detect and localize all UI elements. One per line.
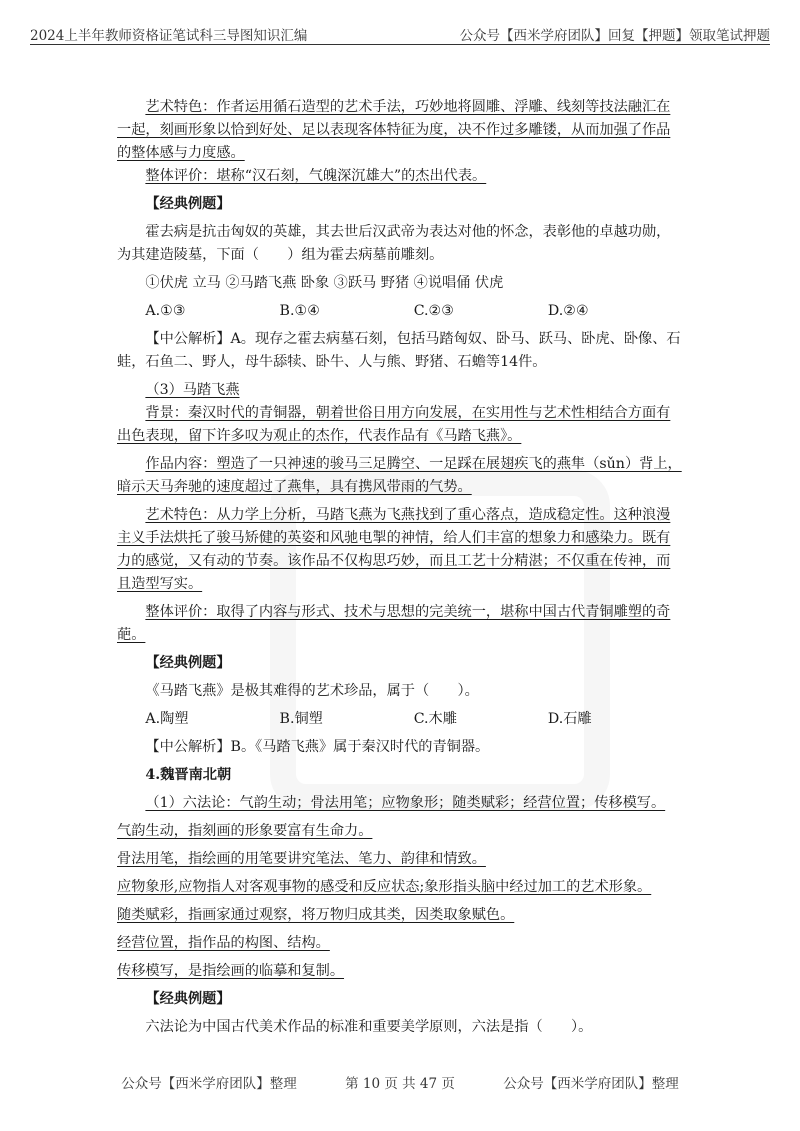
example-options-1 [117,300,682,323]
example-label-3: 【经典例题】 [145,991,231,1007]
six-principles-intro: （1）六法论：气韵生动；骨法用笔；应物象形；随类赋彩；经营位置；传移模写。 [145,795,666,811]
example-question-1: 霍去病是抗击匈奴的英雄，其去世后汉武帝为表达对他的怀念，表彰他的卓越功勋，为其建造陵墓，下面（ ）组为霍去病墓前雕刻。 [117,224,671,263]
example-question-2: 《马踏飞燕》是极其难得的艺术珍品，属于（ ）。 [145,683,479,699]
page-footer [0,1072,800,1092]
horse-background: 背景：秦汉时代的青铜器，朝着世俗日用方向发展，在实用性与艺术性相结合方面有出色表现，留下许多叹为观止的杰作，代表作品有《马踏飞燕》。 [117,405,671,444]
header-right-text: 公众号【西米学府团队】回复【押题】领取笔试押题 [459,28,770,44]
principle-5: 经营位置，指作品的构图、结构。 [117,935,330,951]
option-b: B.①④ [279,303,320,319]
han-stone-evaluation: 整体评价：堪称“汉石刻，气魄深沉雄大”的杰出代表。 [145,168,487,184]
document-body [117,96,682,1039]
han-stone-art-feature: 艺术特色：作者运用循石造型的艺术手法，巧妙地将圆雕、浮雕、线刻等技法融汇在一起，刻画形象以恰到好处、足以表现客体特征为度，决不作过多雕镂，从而加强了作品的整体感与力度感。 [117,99,671,161]
option-d: D.②④ [547,303,589,319]
header-left-text: 2024上半年教师资格证笔试科三导图知识汇编 [30,28,308,44]
principle-6: 传移模写，是指绘画的临摹和复制。 [117,963,345,979]
section-heading-wei-jin: 4.魏晋南北朝 [145,767,232,783]
example-label-1: 【经典例题】 [145,196,231,212]
principle-3: 应物象形,应物指人对客观事物的感受和反应状态;象形指头脑中经过加工的艺术形象。 [117,879,652,895]
example-label-2: 【经典例题】 [145,655,231,671]
option-a: A.陶塑 [145,711,189,727]
footer-right-text: 公众号【西米学府团队】整理 [503,1076,679,1092]
page-number: 第 10 页 共 47 页 [345,1076,455,1092]
option-c: C.②③ [413,303,454,319]
horse-art-feature: 艺术特色：从力学上分析，马踏飞燕为飞燕找到了重心落点，造成稳定性。这种浪漫主义手法烘托了骏马矫健的英姿和风驰电掣的神情，给人们丰富的想象力和感染力。既有力的感觉，又有动的节奏。该作品不仅构思巧妙，而且工艺十分精湛；不仅重在传神，而且造型写实。 [117,507,671,592]
principle-1: 气韵生动，指刻画的形象要富有生命力。 [117,823,373,839]
example-analysis-2: 【中公解析】B。《马踏飞燕》属于秦汉时代的青铜器。 [145,739,490,755]
option-b: B.铜塑 [279,711,323,727]
example-options-2 [117,708,682,731]
example-question-3: 六法论为中国古代美术作品的标准和重要美学原则，六法是指（ ）。 [145,1019,593,1035]
option-d: D.石雕 [547,711,592,727]
principle-2: 骨法用笔，指绘画的用笔要讲究笔法、笔力、韵律和情致。 [117,851,486,867]
horse-content: 作品内容：塑造了一只神速的骏马三足腾空、一足踩在展翅疾飞的燕隼（sǔn）背上，暗示天马奔驰的速度超过了燕隼，具有携风带雨的气势。 [117,456,682,495]
option-c: C.木雕 [413,711,457,727]
section-heading-horse: （3）马踏飞燕 [145,382,240,398]
principle-4: 随类赋彩，指画家通过观察，将万物归成其类，因类取象赋色。 [117,907,515,923]
page-header [30,22,770,45]
example-analysis-1: 【中公解析】A。现存之霍去病墓石刻，包括马踏匈奴、卧马、跃马、卧虎、卧像、石蛙，石鱼二、野人，母牛舔犊、卧牛、人与熊、野猪、石蟾等14件。 [117,331,681,370]
example-items-1: ①伏虎 立马 ②马踏飞燕 卧象 ③跃马 野猪 ④说唱俑 伏虎 [145,275,504,291]
footer-left-text: 公众号【西米学府团队】整理 [121,1076,297,1092]
horse-evaluation: 整体评价：取得了内容与形式、技术与思想的完美统一，堪称中国古代青铜雕塑的奇葩。 [117,604,671,643]
option-a: A.①③ [145,303,186,319]
